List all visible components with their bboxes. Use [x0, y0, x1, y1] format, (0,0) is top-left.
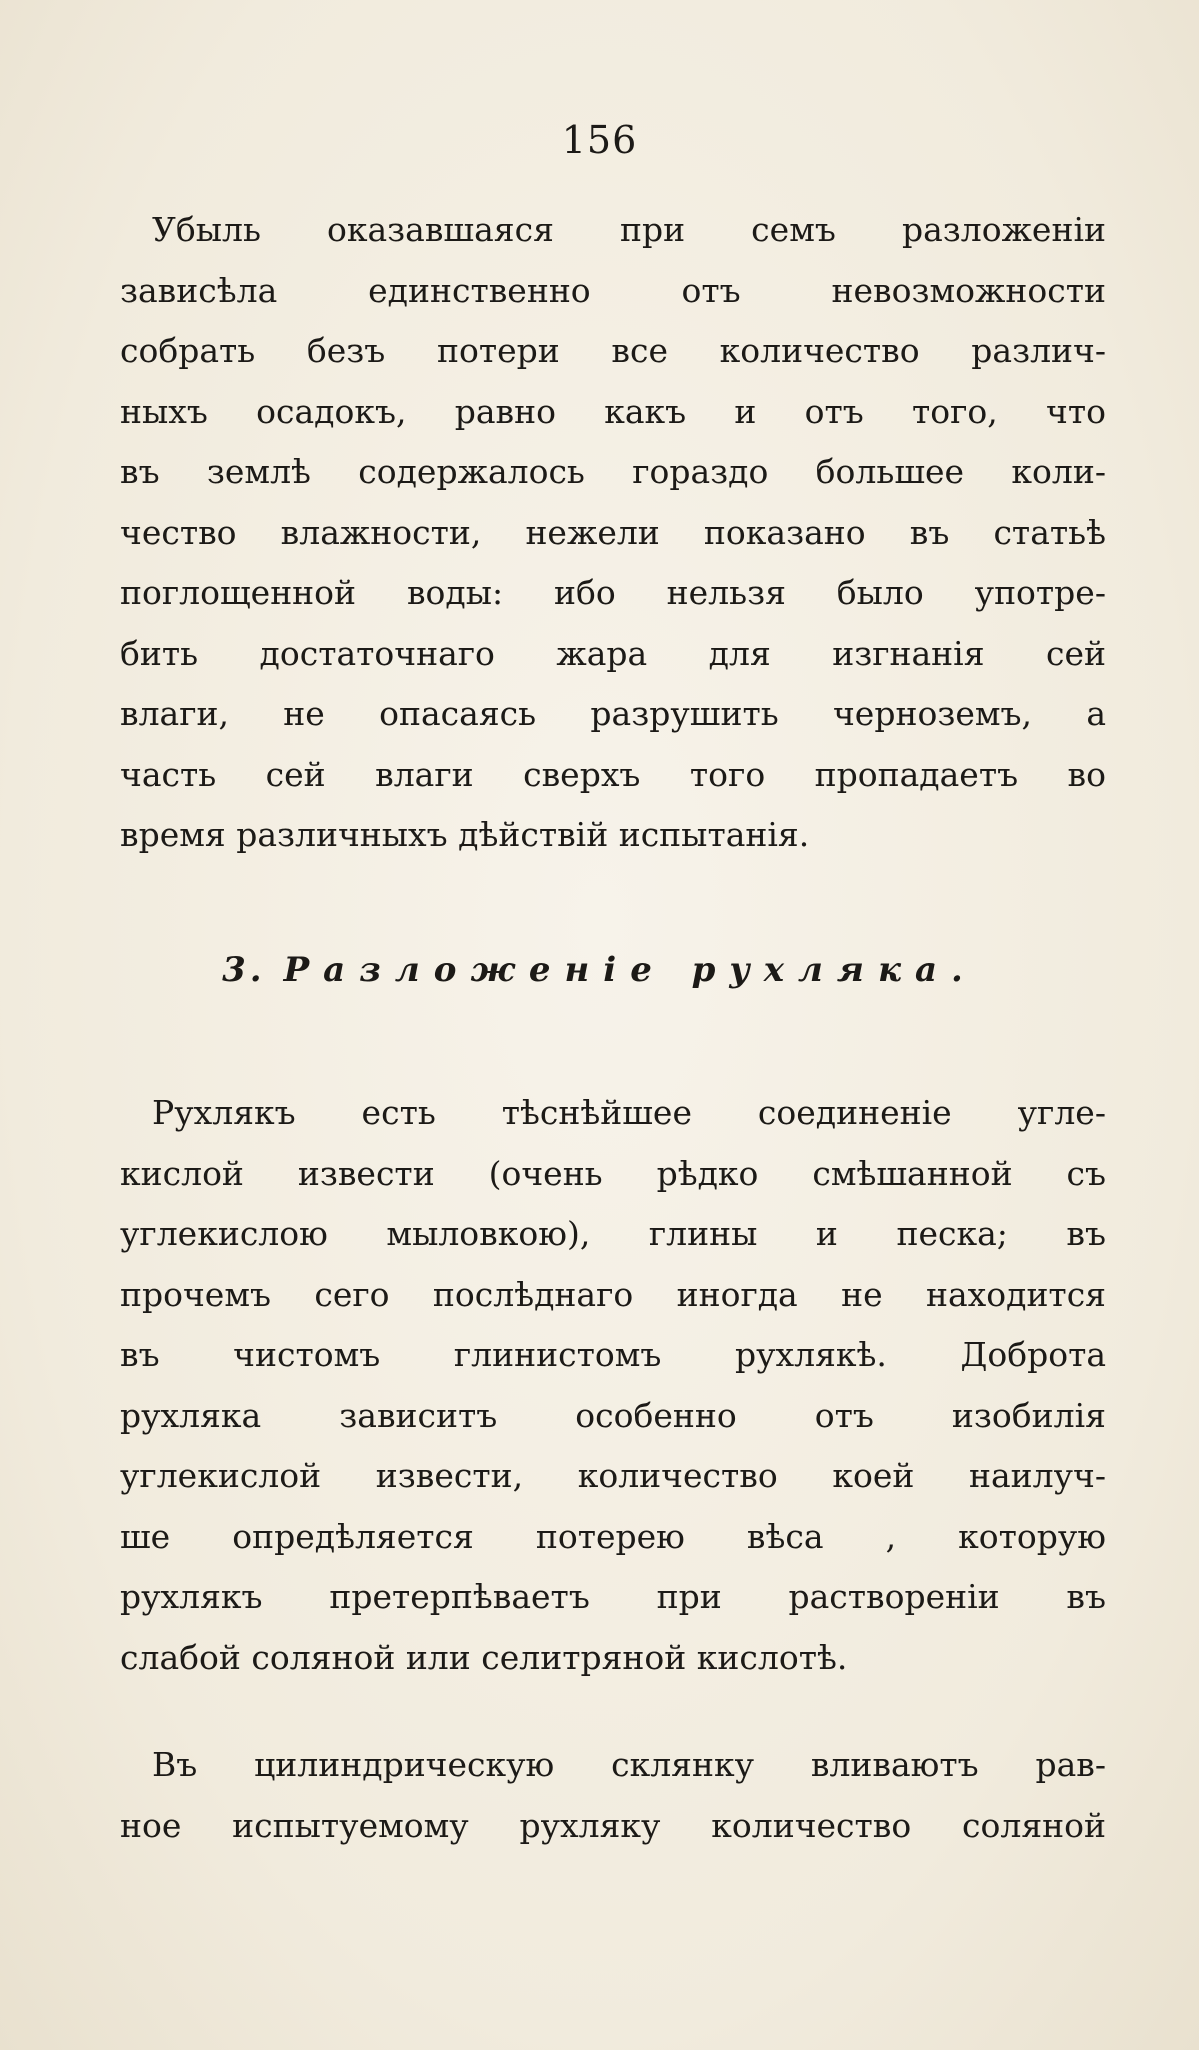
section-title: Разложеніе рухляка. [283, 950, 977, 990]
text-line: влаги, не опасаясь разрушить черноземъ, а [120, 694, 1106, 733]
text-line: углекислой извести, количество коей наилуч- [120, 1456, 1106, 1495]
text-line: собрать безъ потери все количество различ- [120, 331, 1106, 370]
text-line: въ землѣ содержалось гораздо большее коли- [120, 452, 1106, 491]
text-line: чество влажности, нежели показано въ статьѣ [120, 512, 1106, 552]
text-line: поглощенной воды: ибо нельзя было употре- [120, 573, 1106, 612]
text-line: прочемъ сего послѣднаго иногда не находится [120, 1274, 1106, 1314]
text-line: ныхъ осадокъ, равно какъ и отъ того, что [120, 391, 1106, 431]
page-number: 156 [561, 118, 638, 162]
text-line: время различныхъ дѣйствій испытанія. [120, 815, 810, 854]
text-line: Рухлякъ есть тѣснѣйшее соединеніе угле- [152, 1093, 1106, 1132]
text-line: кислой извести (очень рѣдко смѣшанной съ [120, 1153, 1106, 1193]
text-line: бить достаточнаго жара для изгнанія сей [120, 633, 1106, 673]
text-line: ше опредѣляется потерею вѣса , которую [120, 1516, 1106, 1556]
text-line: зависѣла единственно отъ невозможности [120, 270, 1106, 310]
section-heading [0, 950, 1199, 990]
text-line: Въ цилиндрическую склянку вливаютъ рав- [152, 1745, 1106, 1784]
text-line: рухляка зависитъ особенно отъ изобилія [120, 1395, 1106, 1435]
text-line: рухлякъ претерпѣваетъ при раствореніи въ [120, 1577, 1106, 1616]
section-number: 3. [222, 950, 266, 990]
text-line: ное испытуемому рухляку количество соляной [120, 1805, 1106, 1845]
text-line: часть сей влаги сверхъ того пропадаетъ во [120, 754, 1106, 794]
paragraph-1 [120, 200, 1106, 866]
text-line: въ чистомъ глинистомъ рухлякѣ. Доброта [120, 1335, 1106, 1374]
text-line: Убыль оказавшаяся при семъ разложеніи [152, 210, 1106, 249]
text-line: слабой соляной или селитряной кислотѣ. [120, 1637, 848, 1677]
paragraph-3 [120, 1735, 1106, 1856]
text-line: углекислою мыловкою), глины и песка; въ [120, 1214, 1106, 1253]
paragraph-2 [120, 1083, 1106, 1688]
